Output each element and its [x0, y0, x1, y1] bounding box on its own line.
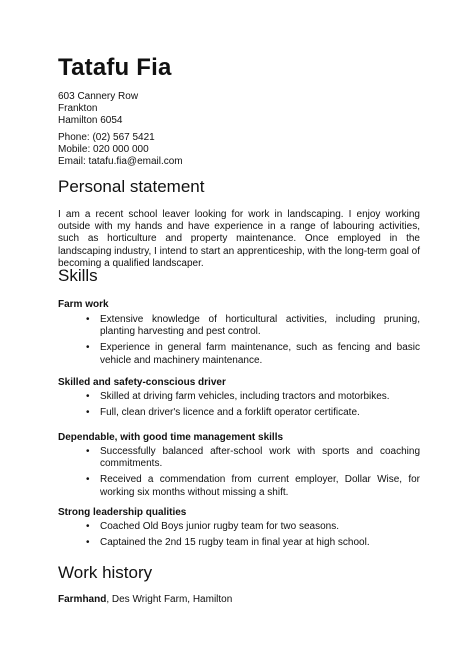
skill-text: Successfully balanced after-school work with sports and coaching commitments. [100, 446, 420, 470]
skill-text: Received a commendation from current employer, Dollar Wise, for working six months without missing a shift. [100, 474, 420, 498]
bullet-icon: • [86, 314, 90, 325]
bullet-icon: • [86, 391, 90, 402]
skill-list [58, 314, 420, 371]
skills-heading: Skills [58, 266, 98, 285]
address-line: 603 Cannery Row [58, 91, 139, 102]
skill-group-title: Farm work [58, 299, 109, 310]
mobile-line: Mobile: 020 000 000 [58, 144, 149, 155]
list-item [58, 407, 420, 419]
address-line: Frankton [58, 103, 98, 114]
skill-text: Experience in general farm maintenance, such as fencing and basic vehicle and machinery maintenance. [100, 342, 420, 366]
list-item [58, 342, 420, 366]
personal-statement-heading: Personal statement [58, 177, 205, 196]
list-item [58, 537, 420, 549]
bullet-icon: • [86, 537, 90, 549]
bullet-icon: • [86, 407, 90, 419]
bullet-icon: • [86, 474, 90, 486]
list-item [58, 521, 420, 533]
email-line: Email: tatafu.fia@email.com [58, 156, 183, 167]
bullet-icon: • [86, 342, 90, 354]
skill-text: Skilled at driving farm vehicles, including tractors and motorbikes. [100, 391, 390, 402]
phone-line: Phone: (02) 567 5421 [58, 132, 155, 143]
skill-text: Full, clean driver's licence and a forklift operator certificate. [100, 407, 360, 419]
personal-statement-text: I am a recent school leaver looking for work in landscaping. I enjoy working outside with my hands and have experience in a range of labouring activities, such as horticulture and property maintenance. Once employed in the landscaping industry, I intend to start an apprenticeship, with the long-term goal of becoming a qualified landscaper. [58, 209, 420, 269]
contact-block [58, 132, 420, 168]
list-item [58, 446, 420, 470]
job-employer: , Des Wright Farm, Hamilton [106, 594, 233, 605]
address-line: Hamilton 6054 [58, 115, 123, 126]
skill-text: Extensive knowledge of horticultural activities, including pruning, planting harvesting and pest control. [100, 314, 420, 338]
job-entry [58, 594, 232, 606]
skill-list [58, 391, 420, 423]
skill-group-title: Skilled and safety-conscious driver [58, 377, 226, 388]
list-item [58, 314, 420, 338]
bullet-icon: • [86, 521, 90, 532]
skill-text: Coached Old Boys junior rugby team for two seasons. [100, 521, 340, 532]
skill-group-title: Dependable, with good time management skills [58, 432, 284, 443]
skill-list [58, 446, 420, 503]
bullet-icon: • [86, 446, 90, 457]
list-item [58, 474, 420, 498]
candidate-name: Tatafu Fia [58, 54, 172, 81]
skill-list [58, 521, 420, 553]
work-history-heading: Work history [58, 563, 153, 582]
job-title: Farmhand [58, 594, 107, 605]
skill-group-title: Strong leadership qualities [58, 507, 187, 518]
skill-text: Captained the 2nd 15 rugby team in final year at high school. [100, 537, 370, 549]
list-item [58, 391, 420, 403]
address-block [58, 91, 420, 127]
